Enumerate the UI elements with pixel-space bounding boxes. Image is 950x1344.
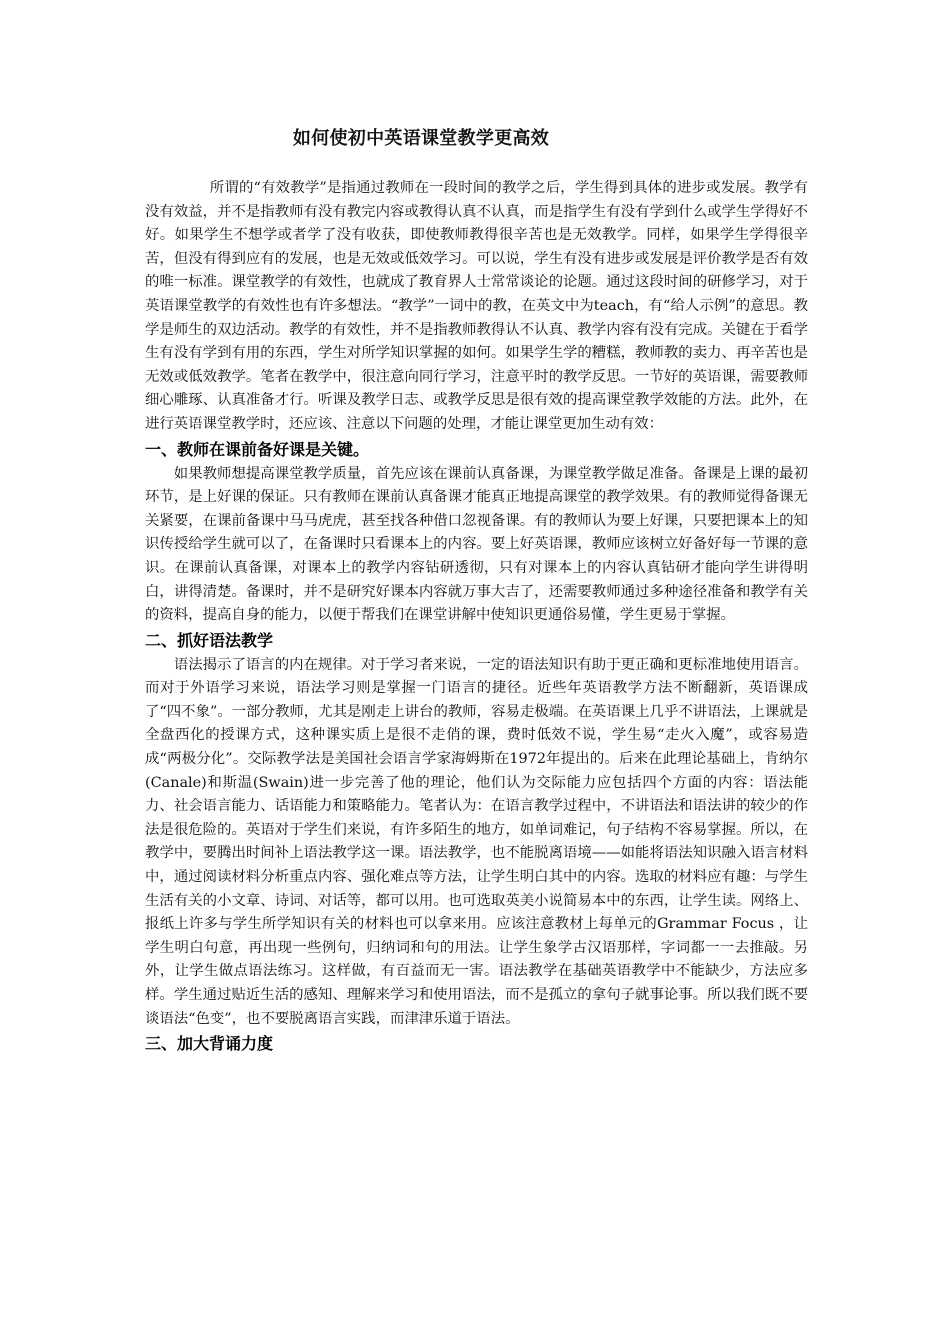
section-paragraph-2: 语法揭示了语言的内在规律。对于学习者来说，一定的语法知识有助于更正确和更标准地使用语言。而对于外语学习来说，语法学习则是掌握一门语言的捷径。近些年英语教学方法不断翻新，英语课成了“四不象”。一部分教师，尤其是刚走上讲台的教师，容易走极端。在英语课上几乎不讲语法，上课就是全盘西化的授课方式，这种课实质上是很不走俏的课，费时低效不说，学生易“走火入魔”，或容易造成“两极分化”。交际教学法是美国社会语言学家海姆斯在1972年提出的。后来在此理论基础上，肯纳尔(Canale)和斯温(Swain)进一步完善了他的理论，他们认为交际能力应包括四个方面的内容：语法能力、社会语言能力、话语能力和策略能力。笔者认为：在语言教学过程中，不讲语法和语法讲的较少的作法是很危险的。英语对于学生们来说，有许多陌生的地方，如单词难记，句子结构不容易掌握。所以，在教学中，要腾出时间补上语法教学这一课。语法教学，也不能脱离语境——如能将语法知识融入语言材料中，通过阅读材料分析重点内容、强化难点等方法，让学生明白其中的内容。选取的材料应有趣：与学生生活有关的小文章、诗词、对话等，都可以用。也可选取英美小说简易本中的东西，让学生读。网络上、报纸上许多与学生所学知识有关的材料也可以拿来用。应该注意教材上每单元的Grammar Focus ，让学生明白句意，再出现一些例句，归纳词和句的用法。让学生象学古汉语那样，字词都一一去推敲。另外，让学生做点语法练习。这样做，有百益而无一害。语法教学在基础英语教学中不能缺少，方法应多样。学生通过贴近生活的感知、理解来学习和使用语法，而不是孤立的拿句子就事论事。所以我们既不要谈语法“色变”，也不要脱离语言实践，而津津乐道于语法。: [145, 656, 808, 1027]
section-paragraph-1: 如果教师想提高课堂教学质量，首先应该在课前认真备课，为课堂教学做足准备。备课是上课的最初环节，是上好课的保证。只有教师在课前认真备课才能真正地提高课堂的教学效果。有的教师觉得备课无关紧要，在课前备课中马马虎虎，甚至找各种借口忽视备课。有的教师认为要上好课，只要把课本上的知识传授给学生就可以了，在备课时只看课本上的内容。要上好英语课，教师应该树立好备好每一节课的意识。在课前认真备课，对课本上的教学内容钻研透彻，只有对课本上的内容认真钻研才能向学生讲得明白，讲得清楚。备课时，并不是研究好课本内容就万事大吉了，还需要教师通过多种途径准备和教学有关的资料，提高自身的能力，以便于帮我们在课堂讲解中使知识更通俗易懂，学生更易于掌握。: [145, 465, 808, 624]
intro-paragraph: 所谓的“有效教学”是指通过教师在一段时间的教学之后，学生得到具体的进步或发展。教学有没有效益，并不是指教师有没有教完内容或教得认真不认真，而是指学生有没有学到什么或学生学得好不好。如果学生不想学或者学了没有收获，即使教师教得很辛苦也是无效教学。同样，如果学生学得很辛苦，但没有得到应有的发展，也是无效或低效学习。可以说，学生有没有进步或发展是评价教学是否有效的唯一标准。课堂教学的有效性，也就成了教育界人士常常谈论的论题。通过这段时间的研修学习，对于英语课堂教学的有效性也有许多想法。“教学”一词中的教，在英文中为teach，有“给人示例”的意思。教学是师生的双边活动。教学的有效性，并不是指教师教得认不认真、教学内容有没有完成。关键在于看学生有没有学到有用的东西，学生对所学知识掌握的如何。如果学生学的糟糕，教师教的卖力、再辛苦也是无效或低效教学。笔者在教学中，很注意向同行学习，注意平时的教学反思。一节好的英语课，需要教师细心雕琢、认真准备才行。听课及教学日志、或教学反思是很有效的提高课堂教学效能的方法。此外，在进行英语课堂教学时，还应该、注意以下问题的处理，才能让课堂更加生动有效：: [145, 180, 808, 432]
document-title: 如何使初中英语课堂教学更高效: [292, 128, 550, 149]
section-heading-1: 一、教师在课前备好课是关键。: [145, 439, 370, 459]
document-body: [145, 177, 808, 1057]
section-heading-2: 二、抓好语法教学: [145, 630, 274, 650]
section-heading-3: 三、加大背诵力度: [145, 1034, 274, 1054]
